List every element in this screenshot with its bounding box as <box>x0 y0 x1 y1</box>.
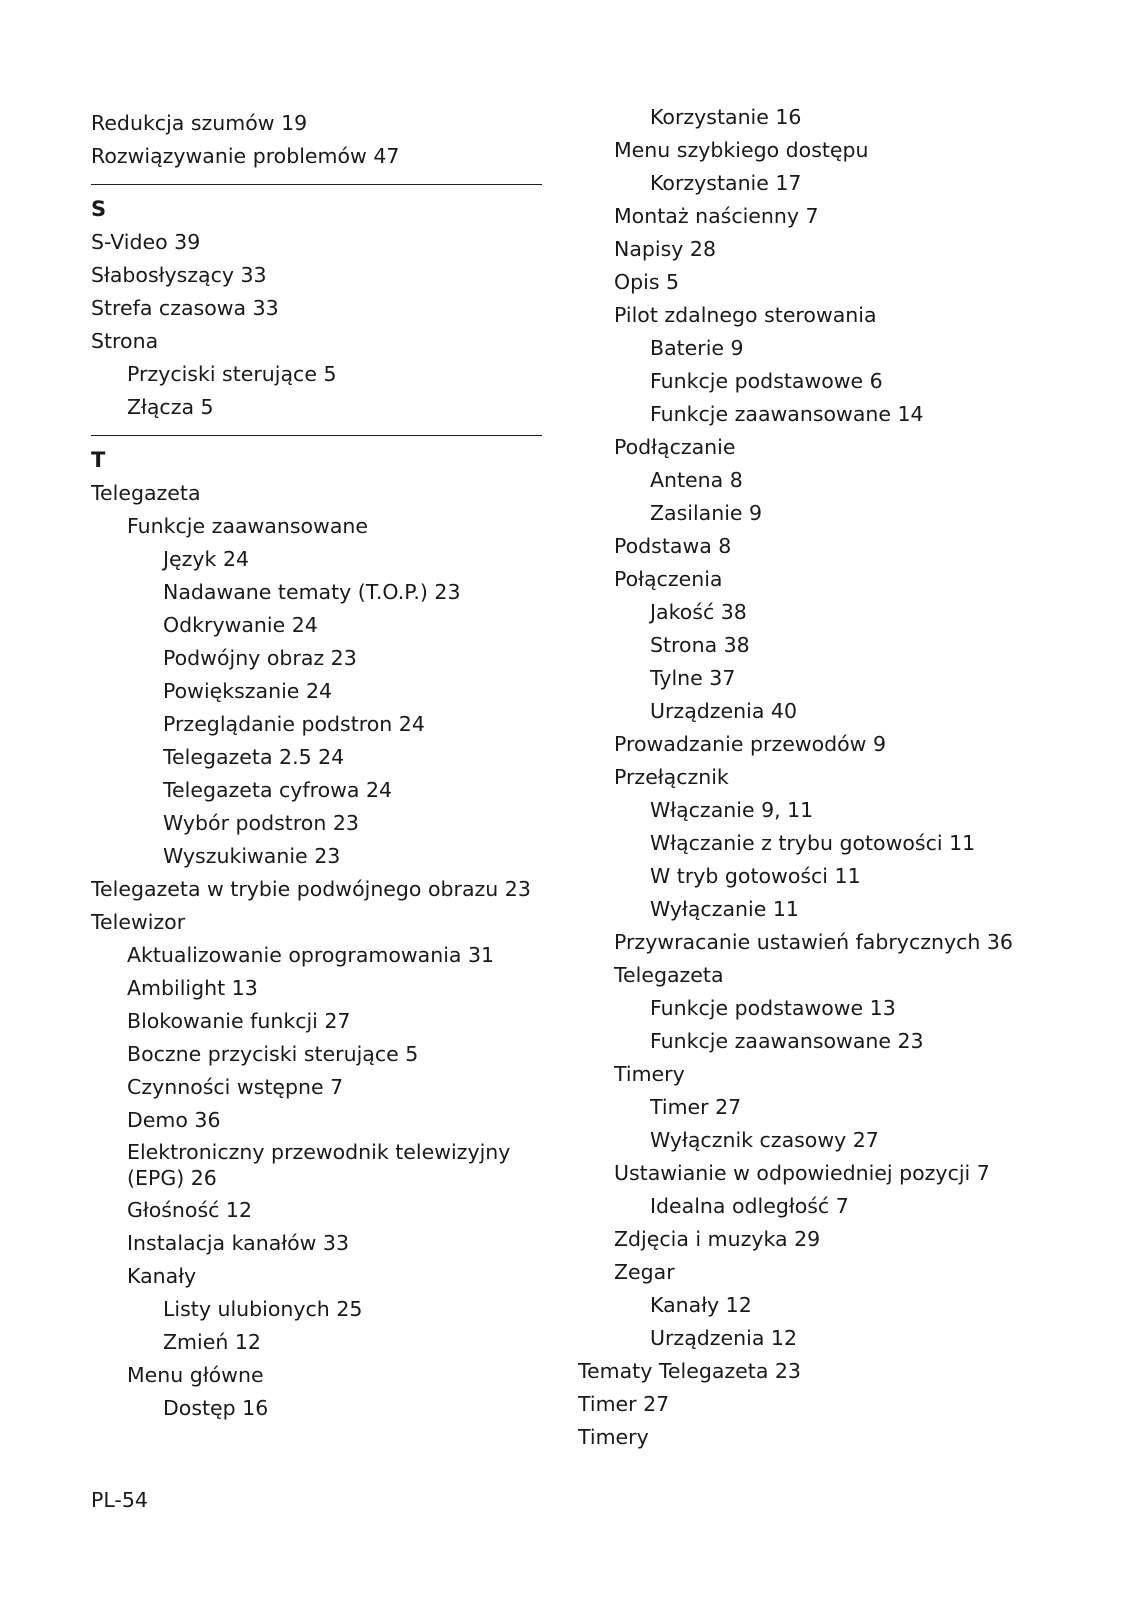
index-entry: Wybór podstron 23 <box>163 811 359 835</box>
index-entry: Telegazeta 2.5 24 <box>163 745 345 769</box>
index-entry: Słabosłyszący 33 <box>91 263 267 287</box>
index-entry: Telewizor <box>91 910 186 934</box>
index-entry: Idealna odległość 7 <box>650 1194 849 1218</box>
index-entry: Odkrywanie 24 <box>163 613 318 637</box>
section-letter: S <box>91 197 107 221</box>
index-entry: Telegazeta <box>614 963 724 987</box>
index-entry: Montaż naścienny 7 <box>614 204 819 228</box>
index-entry: Instalacja kanałów 33 <box>127 1231 349 1255</box>
index-entry: Antena 8 <box>650 468 743 492</box>
index-entry: Ambilight 13 <box>127 976 258 1000</box>
index-entry: Telegazeta <box>91 481 201 505</box>
index-entry: Jakość 38 <box>650 600 747 624</box>
index-entry: Blokowanie funkcji 27 <box>127 1009 351 1033</box>
index-entry: Timer 27 <box>650 1095 742 1119</box>
index-entry: Powiększanie 24 <box>163 679 333 703</box>
index-entry: Funkcje zaawansowane 23 <box>650 1029 924 1053</box>
page-number: PL-54 <box>91 1488 148 1512</box>
index-entry: Boczne przyciski sterujące 5 <box>127 1042 419 1066</box>
index-entry: Urządzenia 40 <box>650 699 797 723</box>
index-entry: Baterie 9 <box>650 336 744 360</box>
index-entry: Telegazeta cyfrowa 24 <box>163 778 393 802</box>
index-entry: Czynności wstępne 7 <box>127 1075 344 1099</box>
index-entry: Podwójny obraz 23 <box>163 646 357 670</box>
index-entry: Przełącznik <box>614 765 729 789</box>
index-entry: Zmień 12 <box>163 1330 261 1354</box>
index-entry: Podłączanie <box>614 435 736 459</box>
section-divider <box>91 184 542 185</box>
index-entry: Aktualizowanie oprogramowania 31 <box>127 943 495 967</box>
index-entry: Zegar <box>614 1260 675 1284</box>
index-entry: Funkcje zaawansowane 14 <box>650 402 924 426</box>
index-entry: Rozwiązywanie problemów 47 <box>91 144 400 168</box>
index-entry: Podstawa 8 <box>614 534 732 558</box>
index-entry: Korzystanie 16 <box>650 105 802 129</box>
index-entry: Prowadzanie przewodów 9 <box>614 732 887 756</box>
index-entry: Zdjęcia i muzyka 29 <box>614 1227 821 1251</box>
index-entry: Strona <box>91 329 159 353</box>
index-entry: Napisy 28 <box>614 237 717 261</box>
index-entry: Kanały 12 <box>650 1293 752 1317</box>
index-entry: Menu główne <box>127 1363 264 1387</box>
index-entry: Funkcje zaawansowane <box>127 514 368 538</box>
index-entry: Zasilanie 9 <box>650 501 763 525</box>
index-entry: Timery <box>614 1062 685 1086</box>
index-entry: Funkcje podstawowe 13 <box>650 996 896 1020</box>
index-entry: Połączenia <box>614 567 723 591</box>
index-entry: Timer 27 <box>578 1392 670 1416</box>
index-entry: Przyciski sterujące 5 <box>127 362 337 386</box>
index-entry: Strefa czasowa 33 <box>91 296 279 320</box>
index-entry: Język 24 <box>163 547 250 571</box>
index-entry: Tematy Telegazeta 23 <box>578 1359 801 1383</box>
index-entry: Telegazeta w trybie podwójnego obrazu 23 <box>91 877 531 901</box>
index-entry: Dostęp 16 <box>163 1396 269 1420</box>
index-entry: Pilot zdalnego sterowania <box>614 303 877 327</box>
section-divider <box>91 435 542 436</box>
index-entry: Wyłącznik czasowy 27 <box>650 1128 879 1152</box>
index-entry: Złącza 5 <box>127 395 214 419</box>
index-entry: Elektroniczny przewodnik telewizyjny (EPG) 26 <box>127 1140 511 1190</box>
index-entry: Timery <box>578 1425 649 1449</box>
index-entry: Przeglądanie podstron 24 <box>163 712 425 736</box>
index-entry: Kanały <box>127 1264 197 1288</box>
section-letter: T <box>91 448 106 472</box>
index-entry: S-Video 39 <box>91 230 201 254</box>
index-entry: Listy ulubionych 25 <box>163 1297 363 1321</box>
index-entry: Korzystanie 17 <box>650 171 802 195</box>
index-entry: Menu szybkiego dostępu <box>614 138 869 162</box>
index-entry: Głośność 12 <box>127 1198 253 1222</box>
index-entry: Tylne 37 <box>650 666 736 690</box>
index-entry: Funkcje podstawowe 6 <box>650 369 883 393</box>
index-entry: Włączanie 9, 11 <box>650 798 814 822</box>
index-entry: Nadawane tematy (T.O.P.) 23 <box>163 580 461 604</box>
index-entry: W tryb gotowości 11 <box>650 864 861 888</box>
index-entry: Strona 38 <box>650 633 750 657</box>
index-entry: Włączanie z trybu gotowości 11 <box>650 831 976 855</box>
index-entry: Wyszukiwanie 23 <box>163 844 341 868</box>
index-entry: Opis 5 <box>614 270 680 294</box>
index-entry: Demo 36 <box>127 1108 221 1132</box>
index-entry: Wyłączanie 11 <box>650 897 799 921</box>
index-entry: Urządzenia 12 <box>650 1326 797 1350</box>
index-entry: Redukcja szumów 19 <box>91 111 308 135</box>
index-entry: Ustawianie w odpowiedniej pozycji 7 <box>614 1161 990 1185</box>
index-entry: Przywracanie ustawień fabrycznych 36 <box>614 930 1013 954</box>
